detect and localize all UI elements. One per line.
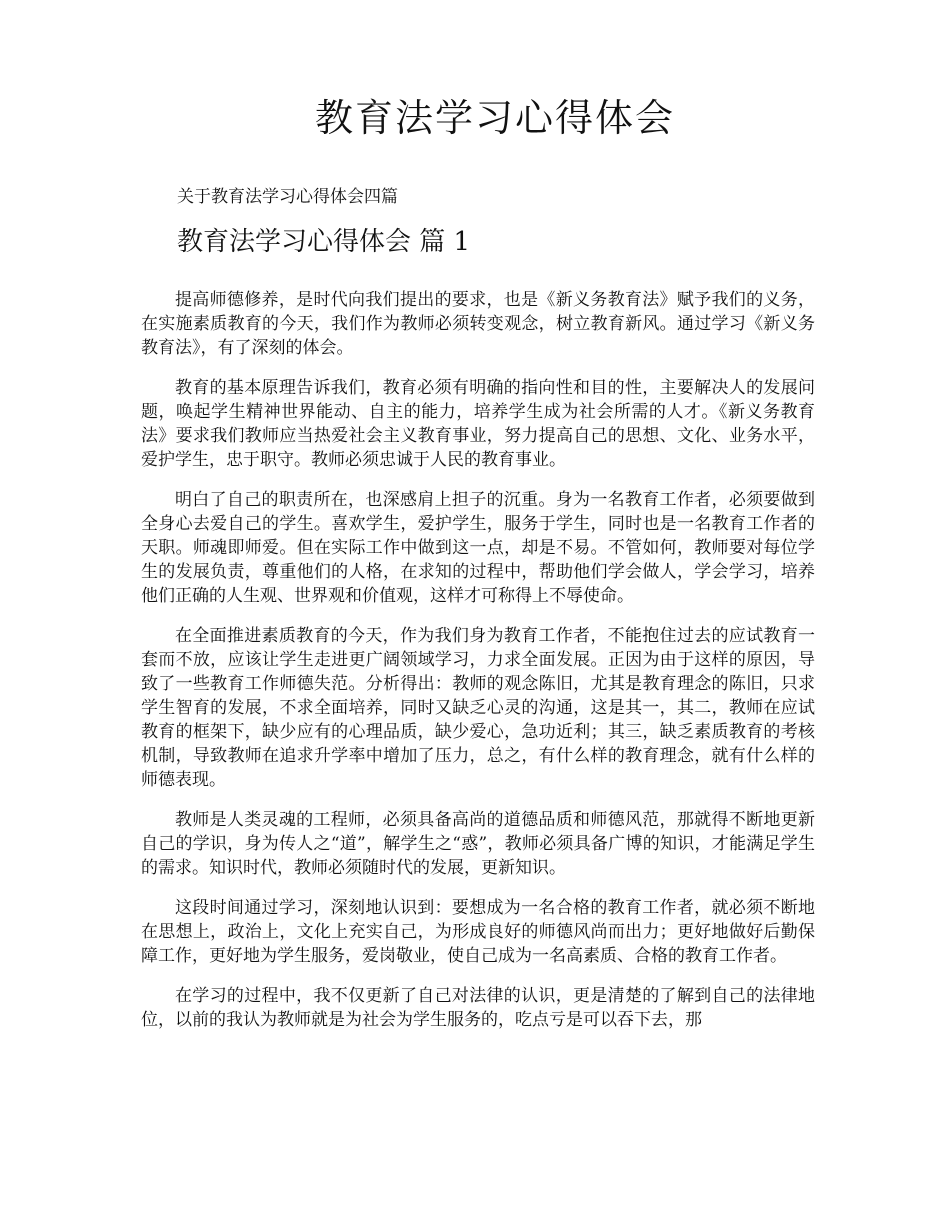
paragraph-7: 在学习的过程中，我不仅更新了自己对法律的认识，更是清楚的了解到自己的法律地位，以前的我认为教师就是为社会为学生服务的，吃点亏是可以吞下去，那 [141, 986, 815, 1030]
document-title: 教育法学习心得体会 [314, 96, 675, 140]
paragraph-1: 提高师德修养，是时代向我们提出的要求，也是《新义务教育法》赋予我们的义务，在实施素质教育的今天，我们作为教师必须转变观念，树立教育新风。通过学习《新义务教育法》，有了深刻的体会。 [141, 290, 815, 358]
paragraph-5: 教师是人类灵魂的工程师，必须具备高尚的道德品质和师德风范，那就得不断地更新自己的学识，身为传人之“道”，解学生之“惑”，教师必须具备广博的知识，才能满足学生的需求。知识时代，教师必须随时代的发展，更新知识。 [141, 810, 815, 878]
paragraph-2: 教育的基本原理告诉我们，教育必须有明确的指向性和目的性，主要解决人的发展问题，唤起学生精神世界能动、自主的能力，培养学生成为社会所需的人才。《新义务教育法》要求我们教师应当热爱社会主义教育事业，努力提高自己的思想、文化、业务水平，爱护学生，忠于职守。教师必须忠诚于人民的教育事业。 [141, 378, 815, 470]
paragraph-6: 这段时间通过学习，深刻地认识到：要想成为一名合格的教育工作者，就必须不断地在思想上，政治上，文化上充实自己，为形成良好的师德风尚而出力；更好地做好后勤保障工作，更好地为学生服务，爱岗敬业，使自己成为一名高素质、合格的教育工作者。 [141, 898, 815, 966]
section-heading: 教育法学习心得体会 篇 1 [177, 227, 471, 257]
paragraph-4: 在全面推进素质教育的今天，作为我们身为教育工作者，不能抱住过去的应试教育一套而不放，应该让学生走进更广阔领域学习，力求全面发展。正因为由于这样的原因，导致了一些教育工作师德失范。分析得出：教师的观念陈旧，尤其是教育理念的陈旧，只求学生智育的发展，不求全面培养，同时又缺乏心灵的沟通，这是其一，其二，教师在应试教育的框架下，缺少应有的心理品质，缺少爱心，急功近利；其三，缺乏素质教育的考核机制，导致教师在追求升学率中增加了压力，总之，有什么样的教育理念，就有什么样的师德表现。 [141, 626, 815, 790]
paragraph-3: 明白了自己的职责所在，也深感肩上担子的沉重。身为一名教育工作者，必须要做到全身心去爱自己的学生。喜欢学生，爱护学生，服务于学生，同时也是一名教育工作者的天职。师魂即师爱。但在实际工作中做到这一点，却是不易。不管如何，教师要对每位学生的发展负责，尊重他们的人格，在求知的过程中，帮助他们学会做人，学会学习，培养他们正确的人生观、世界观和价值观，这样才可称得上不辱使命。 [141, 490, 815, 606]
document-body [141, 288, 815, 1048]
document-subtitle: 关于教育法学习心得体会四篇 [177, 187, 398, 207]
